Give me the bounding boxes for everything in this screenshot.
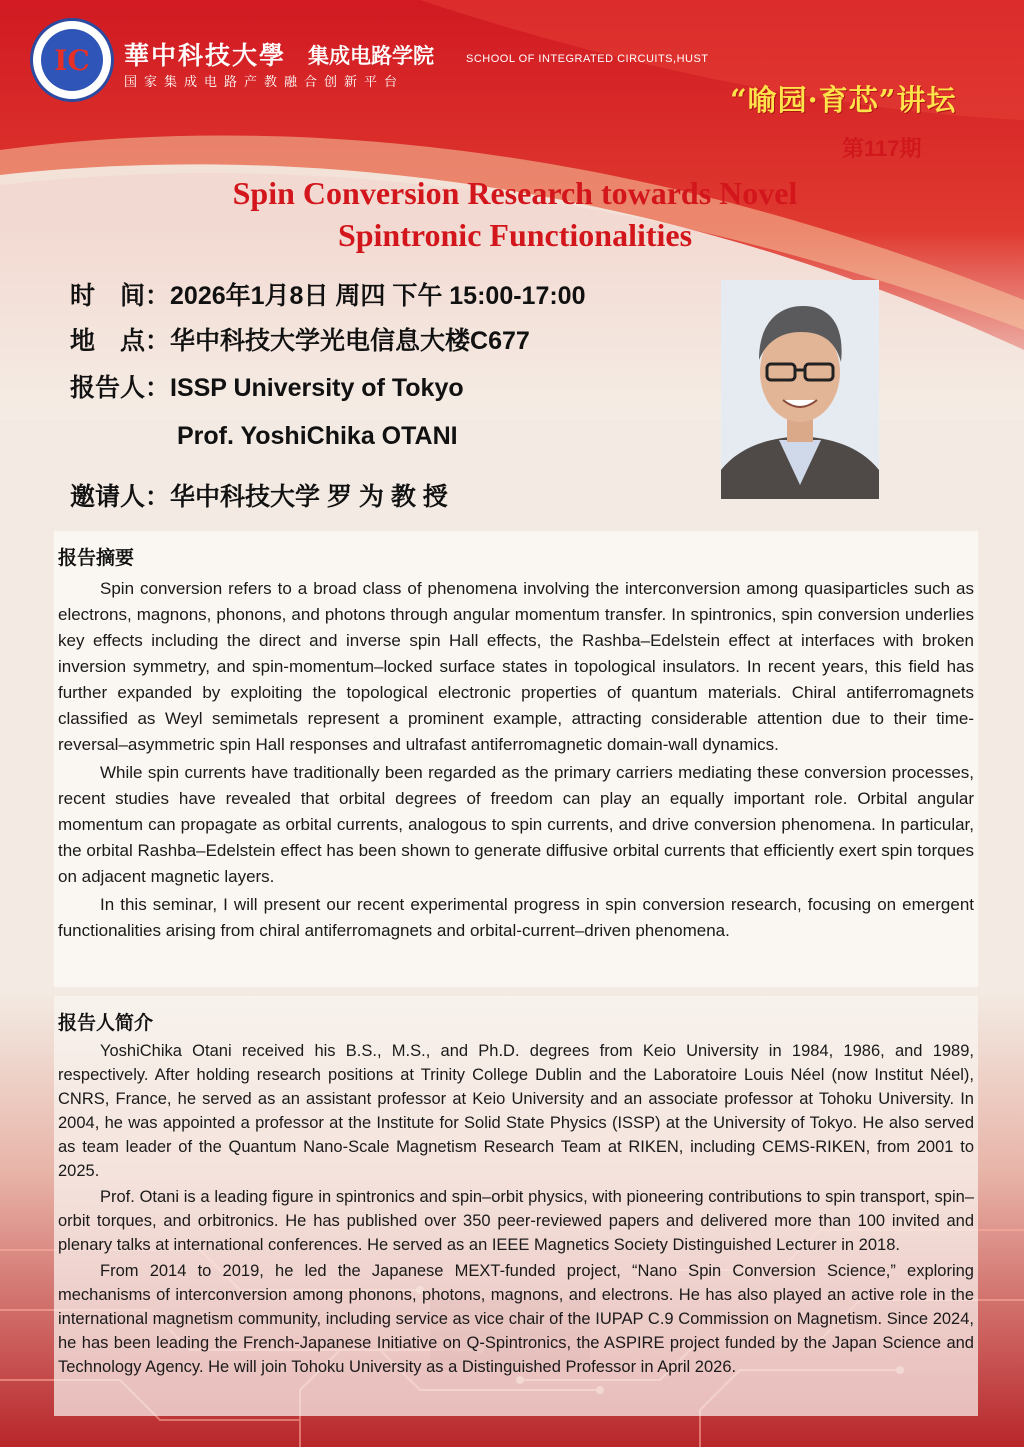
place-value: 华中科技大学光电信息大楼C677 [170, 327, 530, 355]
school-name-en: SCHOOL OF INTEGRATED CIRCUITS,HUST [466, 53, 709, 65]
speaker-portrait-icon [721, 280, 879, 499]
talk-title [120, 172, 910, 256]
talk-title-line1: Spin Conversion Research towards Novel [232, 175, 798, 211]
logo-letters: IC [54, 43, 90, 77]
bio-paragraph-1: YoshiChika Otani received his B.S., M.S., and Ph.D. degrees from Keio University in 1984, 1986, and 1989, respectively. After holding research positions at Trinity College Dublin and the Laboratoire Louis Néel (now Institut Néel), CNRS, France, he served as an assistant professor at Keio University and an associate professor at Tohoku University. In 2004, he was appointed a professor at the Institute for Solid State Physics (ISSP) at the University of Tokyo. He also served as team leader of the Quantum Nano-Scale Magnetism Research Team at RIKEN, including CEMS-RIKEN, from 2001 to 2025. [58, 1042, 974, 1180]
host-row [70, 477, 448, 513]
time-label: 时 间： [70, 282, 171, 310]
speaker-photo [721, 280, 879, 499]
host-label: 邀请人： [70, 483, 171, 511]
university-name: 華中科技大學 [124, 41, 287, 70]
bio-paragraph-2: Prof. Otani is a leading figure in spintronics and spin–orbit physics, with pioneering contributions to spin transport, spin–orbit torques, and orbitronics. He has published over 350 peer-reviewed papers and delivered more than 100 invited and plenary talks at international conferences. He served as an IEEE Magnetics Society Distinguished Lecturer in 2018. [58, 1188, 974, 1254]
platform-name: 国家集成电路产教融合创新平台 [124, 74, 405, 89]
bio-section [54, 996, 978, 1416]
speaker-row [70, 368, 464, 404]
host-value: 华中科技大学 罗 为 教 授 [170, 483, 448, 511]
issue-number: 第117期 [842, 136, 922, 161]
bio-paragraph-3: From 2014 to 2019, he led the Japanese MEXT-funded project, “Nano Spin Conversion Science,” exploring mechanisms of interconversion among phonons, photons, magnons, and electrons. He has also played an active role in the international magnetism community, including service as vice chair of the IUPAP C.9 Commission on Magnetism. Since 2024, he has been leading the French-Japanese Initiative on Q-Spintronics, the ASPIRE project funded by the Japan Science and Technology Agency. He will join Tohoku University as a Distinguished Professor in April 2026. [58, 1262, 974, 1376]
school-logo [30, 18, 114, 102]
abstract-section [54, 531, 978, 987]
forum-name: “喻园·育芯”讲坛 [730, 83, 957, 117]
time-row [70, 276, 585, 312]
school-name-cn: 集成电路学院 [308, 45, 434, 68]
abstract-paragraph-2: While spin currents have traditionally been regarded as the primary carriers mediating these conversion processes, recent studies have revealed that orbital degrees of freedom can play an equally important role. Orbital angular momentum can propagate as orbital currents, analogous to spin currents, and drive conversion phenomena. In particular, the orbital Rashba–Edelstein effect has been shown to generate diffusive orbital currents that efficiently exert spin torques on adjacent magnetic layers. [58, 763, 974, 886]
speaker-name: Prof. YoshiChika OTANI [177, 422, 458, 450]
bio-heading: 报告人简介 [58, 1013, 154, 1034]
place-label: 地 点： [70, 327, 171, 355]
talk-title-line2: Spintronic Functionalities [337, 217, 693, 253]
abstract-paragraph-3: In this seminar, I will present our recent experimental progress in spin conversion research, focusing on emergent functionalities arising from chiral antiferromagnets and orbital-current–driven phenomena. [58, 895, 974, 940]
abstract-heading: 报告摘要 [58, 548, 135, 569]
abstract-paragraph-1: Spin conversion refers to a broad class of phenomena involving the interconversion among quasiparticles such as electrons, magnons, phonons, and photons through angular momentum transfer. In spintronics, spin conversion underlies key effects including the direct and inverse spin Hall effects, the Rashba–Edelstein effect at interfaces with broken inversion symmetry, and spin-momentum–locked surface states in topological insulators. In recent years, this field has further expanded by exploiting the topological electronic properties of quantum materials. Chiral antiferromagnets classified as Weyl semimetals represent a prominent example, attracting considerable attention due to their time-reversal–asymmetric spin Hall responses and ultrafast antiferromagnetic domain-wall dynamics. [58, 579, 974, 754]
speaker-affiliation: ISSP University of Tokyo [170, 374, 464, 402]
speaker-label: 报告人： [70, 374, 171, 402]
time-value: 2026年1月8日 周四 下午 15:00-17:00 [170, 282, 586, 310]
place-row [70, 321, 530, 357]
logo-emblem-icon [41, 29, 103, 91]
